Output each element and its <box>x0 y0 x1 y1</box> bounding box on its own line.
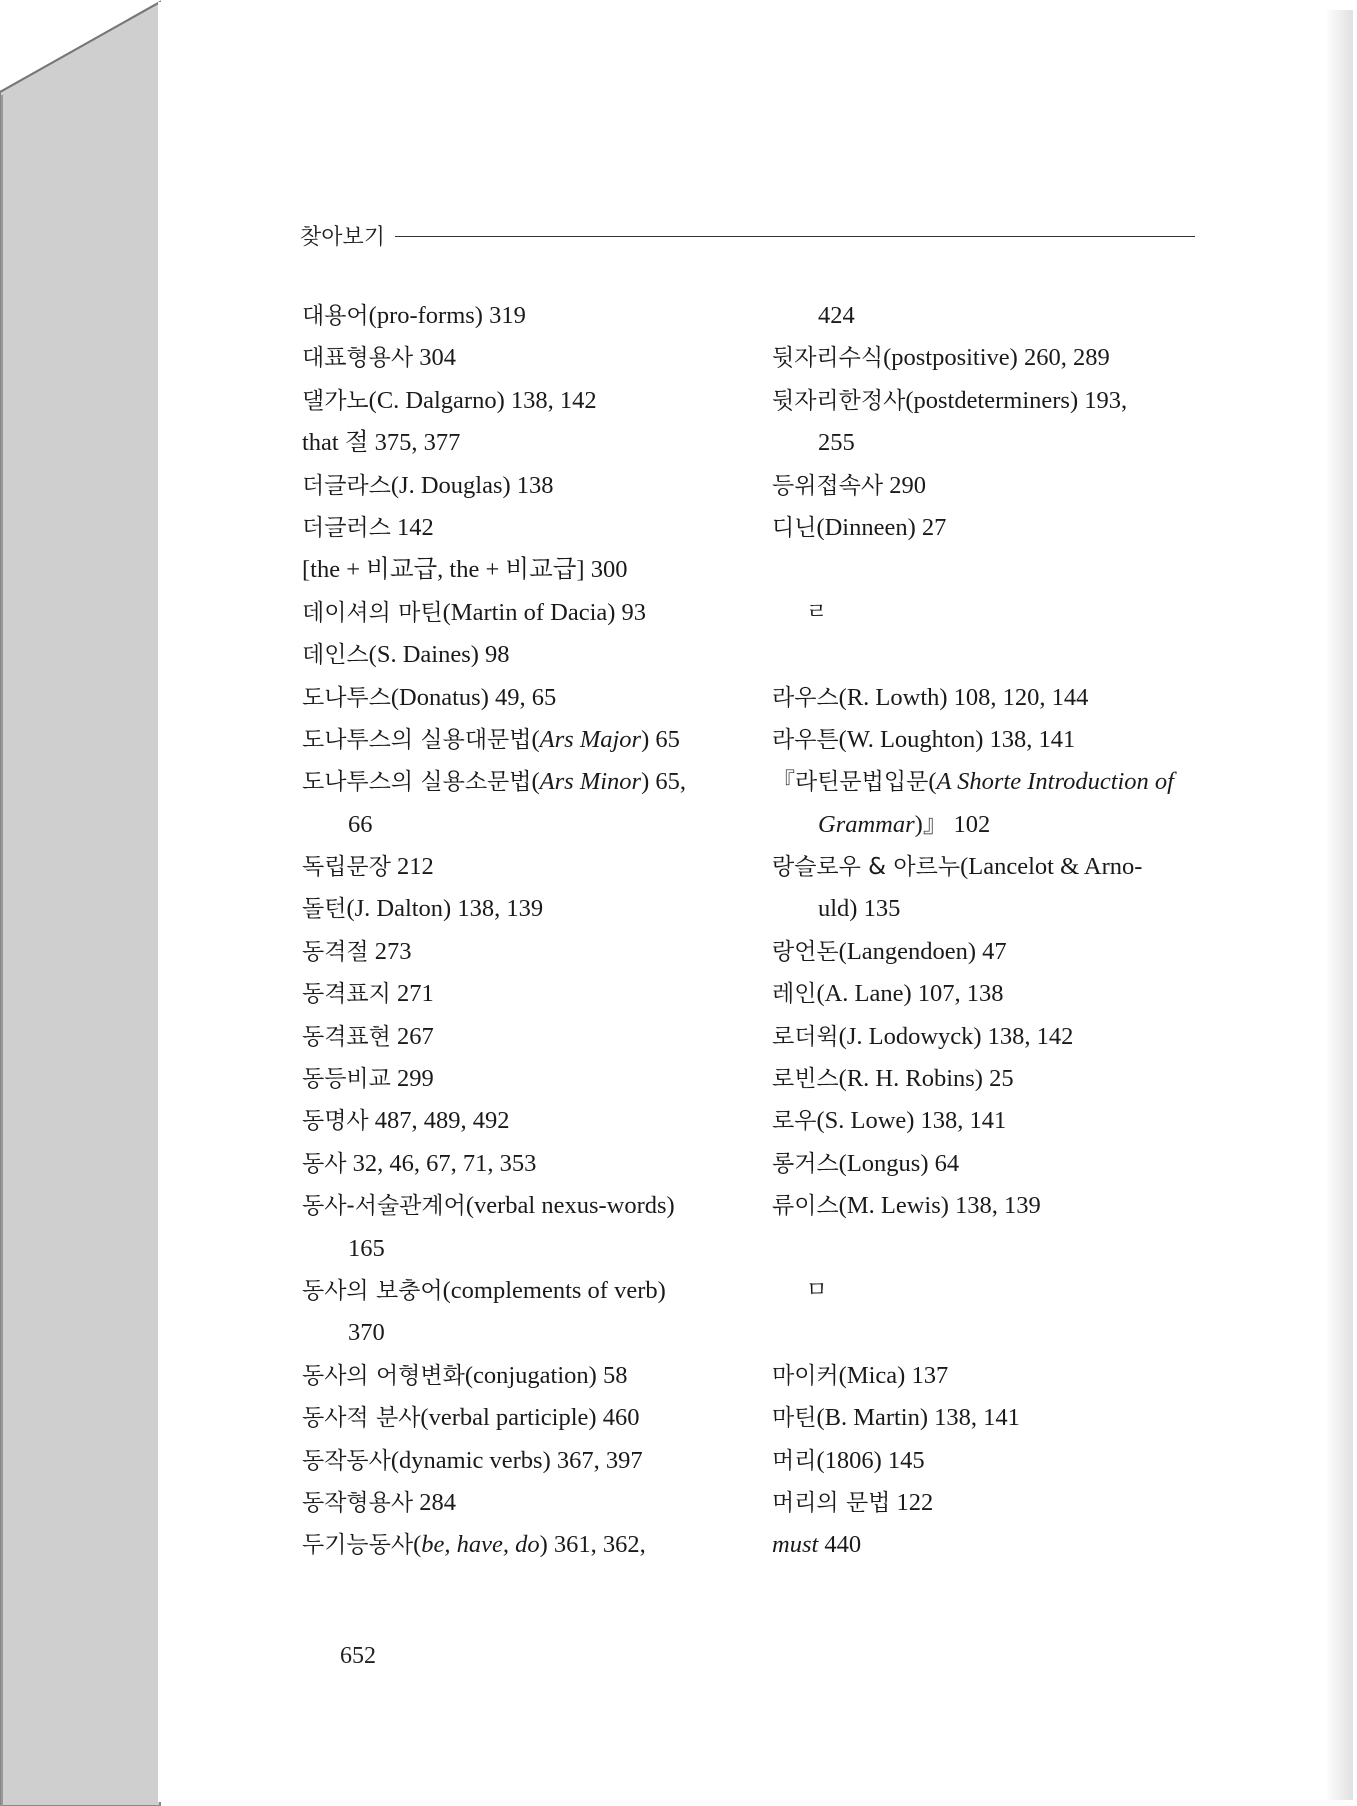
entry-term: 마이커 <box>772 1362 839 1389</box>
index-entry <box>302 1058 742 1100</box>
index-entry <box>302 888 742 930</box>
entry-pages: ) 65, <box>641 768 687 796</box>
entry-text: 487, 489, 492 <box>368 1107 510 1135</box>
entry-text: 299 <box>390 1065 434 1093</box>
entry-term: 댈가노 <box>302 387 369 414</box>
entry-term: 대표형용사 <box>302 345 414 372</box>
entry-text: (postdeterminers) 193, <box>905 386 1128 414</box>
index-entry-continuation: 165 <box>348 1234 385 1262</box>
index-entry <box>772 677 1212 719</box>
index-entry <box>772 1143 1212 1185</box>
index-entry <box>772 1440 1212 1482</box>
entry-term: 랑슬로우 & 아르누 <box>772 854 961 881</box>
entry-term: 뒷자리한정사 <box>772 387 906 414</box>
entry-text: 304 <box>413 344 456 372</box>
index-entry <box>772 465 1212 507</box>
entry-text: (complements of verb) <box>442 1276 666 1304</box>
blank-line <box>772 549 1212 591</box>
entry-term: 동명사 <box>302 1108 369 1135</box>
entry-text: (J. Douglas) 138 <box>390 471 554 499</box>
index-entry <box>302 549 742 591</box>
entry-text: that 절 375, 377 <box>302 429 461 457</box>
entry-text: (A. Lane) 107, 138 <box>816 980 1004 1008</box>
entry-term: 도나투스의 실용대문법 <box>302 726 532 753</box>
blank-line <box>772 634 1212 676</box>
entry-term: 뒷자리수식 <box>772 345 884 372</box>
index-entry <box>302 422 742 464</box>
index-entry <box>772 1100 1212 1142</box>
entry-term: 동작동사 <box>302 1447 391 1474</box>
entry-text: ( <box>531 768 540 796</box>
entry-term: 동사의 보충어 <box>302 1277 443 1304</box>
entry-term: 더글러스 <box>302 514 391 541</box>
entry-term: 레인 <box>772 981 817 1008</box>
entry-text: (Martin of Dacia) 93 <box>442 598 647 626</box>
entry-term: 동격절 <box>302 938 369 965</box>
entry-text: ( <box>413 1531 422 1559</box>
entry-text: 284 <box>413 1488 456 1516</box>
header-rule <box>395 236 1195 237</box>
entry-term: 독립문장 <box>302 854 391 881</box>
index-column-left <box>302 295 742 1567</box>
entry-text: (W. Loughton) 138, 141 <box>838 725 1076 753</box>
index-entry <box>302 1100 742 1142</box>
entry-text: (R. Lowth) 108, 120, 144 <box>838 683 1089 711</box>
index-entry <box>772 507 1212 549</box>
index-entry <box>772 337 1212 379</box>
index-entry <box>302 1143 742 1185</box>
entry-term: 롱거스 <box>772 1150 839 1177</box>
entry-text: (J. Dalton) 138, 139 <box>346 895 544 923</box>
index-entry <box>772 761 1212 803</box>
index-entry <box>302 380 742 422</box>
entry-text: (Longus) 64 <box>838 1149 960 1177</box>
index-entry <box>772 719 1212 761</box>
entry-text: (S. Lowe) 138, 141 <box>816 1107 1007 1135</box>
entry-text: (conjugation) 58 <box>464 1361 628 1389</box>
entry-term: 로빈스 <box>772 1066 839 1093</box>
entry-term: 동등비교 <box>302 1066 391 1093</box>
entry-term: 동격표지 <box>302 981 391 1008</box>
entry-term: 데이셔의 마틴 <box>302 599 443 626</box>
entry-text: (verbal participle) 460 <box>420 1404 640 1432</box>
index-entry-continuation <box>772 804 1212 846</box>
index-entry-continuation: 255 <box>818 429 855 457</box>
entry-title-italic: be, have, do <box>421 1531 540 1559</box>
entry-term: 동사-서술관계어 <box>302 1193 466 1220</box>
entry-term: 두기능동사 <box>302 1532 414 1559</box>
entry-text: (verbal nexus-words) <box>465 1192 675 1220</box>
index-entry <box>302 634 742 676</box>
entry-text: 290 <box>883 471 926 499</box>
entry-text: (J. Lodowyck) 138, 142 <box>838 1022 1074 1050</box>
index-entry <box>772 1524 1212 1566</box>
entry-term: 마틴 <box>772 1405 817 1432</box>
index-entry-continuation: 66 <box>348 810 373 838</box>
running-header <box>300 218 1195 252</box>
entry-text: (dynamic verbs) 367, 397 <box>390 1446 643 1474</box>
entry-text: (1806) 145 <box>816 1446 925 1474</box>
page-edge-shadow <box>1325 10 1353 1800</box>
index-entry <box>302 1524 742 1566</box>
entry-term: 더글라스 <box>302 472 391 499</box>
entry-text: 273 <box>368 937 412 965</box>
section-heading: ㄹ <box>806 599 828 625</box>
entry-title-italic: Ars Major <box>539 725 642 753</box>
index-entry <box>302 1016 742 1058</box>
entry-pages: )』 102 <box>914 810 991 838</box>
entry-term: 동사의 어형변화 <box>302 1362 465 1389</box>
entry-term: 도나투스의 실용소문법 <box>302 769 532 796</box>
index-entry <box>302 337 742 379</box>
index-entry <box>302 931 742 973</box>
entry-term: 돌턴 <box>302 896 347 923</box>
index-entry <box>302 973 742 1015</box>
entry-text: (Donatus) 49, 65 <box>390 683 557 711</box>
entry-text: 271 <box>390 980 434 1008</box>
entry-text: (Langendoen) 47 <box>838 937 1007 965</box>
index-entry <box>772 931 1212 973</box>
entry-title-italic: Grammar <box>818 810 915 838</box>
index-entry <box>772 1355 1212 1397</box>
header-title: 찾아보기 <box>300 224 386 250</box>
index-entry-continuation: uld) 135 <box>818 895 901 923</box>
entry-term: 류이스 <box>772 1193 839 1220</box>
entry-term: 머리의 문법 <box>772 1489 891 1516</box>
entry-term: 동작형용사 <box>302 1489 414 1516</box>
index-entry <box>302 465 742 507</box>
index-entry <box>302 1482 742 1524</box>
entry-term: 도나투스 <box>302 684 391 711</box>
entry-text: 122 <box>890 1488 934 1516</box>
index-entry <box>772 1397 1212 1439</box>
index-entry <box>302 1355 742 1397</box>
entry-text: (Dinneen) 27 <box>816 513 947 541</box>
entry-title-italic: A Shorte Introduction of <box>936 768 1174 796</box>
entry-title-italic: Ars Minor <box>539 768 642 796</box>
entry-term: 동사 <box>302 1150 347 1177</box>
entry-text: (pro-forms) 319 <box>368 302 526 329</box>
section-heading: ㅁ <box>806 1277 828 1303</box>
index-entry-continuation: 370 <box>348 1319 385 1347</box>
entry-text: (B. Martin) 138, 141 <box>816 1404 1020 1432</box>
entry-term: 로더윅 <box>772 1023 839 1050</box>
entry-term: 등위접속사 <box>772 472 884 499</box>
index-entry <box>302 677 742 719</box>
entry-text: (Lancelot & Arno- <box>960 853 1143 881</box>
entry-text: 32, 46, 67, 71, 353 <box>346 1149 537 1177</box>
index-entry <box>772 1058 1212 1100</box>
entry-term: 『라틴문법입문 <box>772 769 929 796</box>
entry-term: 로우 <box>772 1108 817 1135</box>
entry-text: (Mica) 137 <box>838 1361 949 1389</box>
entry-term: 랑언돈 <box>772 938 839 965</box>
entry-text: ( <box>928 768 937 796</box>
index-entry <box>302 719 742 761</box>
entry-pages: ) 65 <box>641 725 680 753</box>
entry-text: 440 <box>818 1531 862 1559</box>
blank-line <box>772 1312 1212 1354</box>
entry-term: 동사적 분사 <box>302 1405 421 1432</box>
index-entry <box>772 380 1212 422</box>
entry-text: ( <box>531 725 540 753</box>
index-entry <box>772 1482 1212 1524</box>
index-entry <box>772 846 1212 888</box>
entry-text: 212 <box>390 853 434 881</box>
index-entry <box>302 507 742 549</box>
entry-text: (R. H. Robins) 25 <box>838 1065 1014 1093</box>
page-number: 652 <box>340 1643 376 1669</box>
index-entry <box>302 1185 742 1227</box>
index-entry <box>772 1016 1212 1058</box>
entry-term: 라우스 <box>772 684 839 711</box>
entry-term: 동격표현 <box>302 1023 391 1050</box>
entry-text: [the + 비교급, the + 비교급] 300 <box>302 556 628 584</box>
entry-text: (S. Daines) 98 <box>368 641 510 669</box>
entry-term: 라우튼 <box>772 726 839 753</box>
entry-term: 대용어 <box>302 303 369 329</box>
index-entry <box>302 1397 742 1439</box>
index-column-right <box>772 295 1212 1567</box>
entry-text: (postpositive) 260, 289 <box>883 344 1110 372</box>
entry-term: 머리 <box>772 1447 817 1474</box>
entry-term: 디닌 <box>772 514 817 541</box>
index-entry <box>772 1185 1212 1227</box>
entry-term: 데인스 <box>302 642 369 669</box>
index-entry <box>302 592 742 634</box>
index-entry-continuation: 424 <box>818 302 855 329</box>
index-entry <box>302 1270 742 1312</box>
entry-text: (C. Dalgarno) 138, 142 <box>368 386 597 414</box>
entry-term-italic: must <box>772 1531 819 1559</box>
entry-text: 142 <box>390 513 434 541</box>
entry-text: (M. Lewis) 138, 139 <box>838 1192 1041 1220</box>
index-entry <box>302 846 742 888</box>
index-entry <box>302 1440 742 1482</box>
blank-line <box>772 1228 1212 1270</box>
index-entry <box>772 973 1212 1015</box>
index-entry <box>302 761 742 803</box>
entry-text: 267 <box>390 1022 434 1050</box>
entry-pages: ) 361, 362, <box>539 1531 646 1559</box>
index-entry <box>302 295 742 337</box>
